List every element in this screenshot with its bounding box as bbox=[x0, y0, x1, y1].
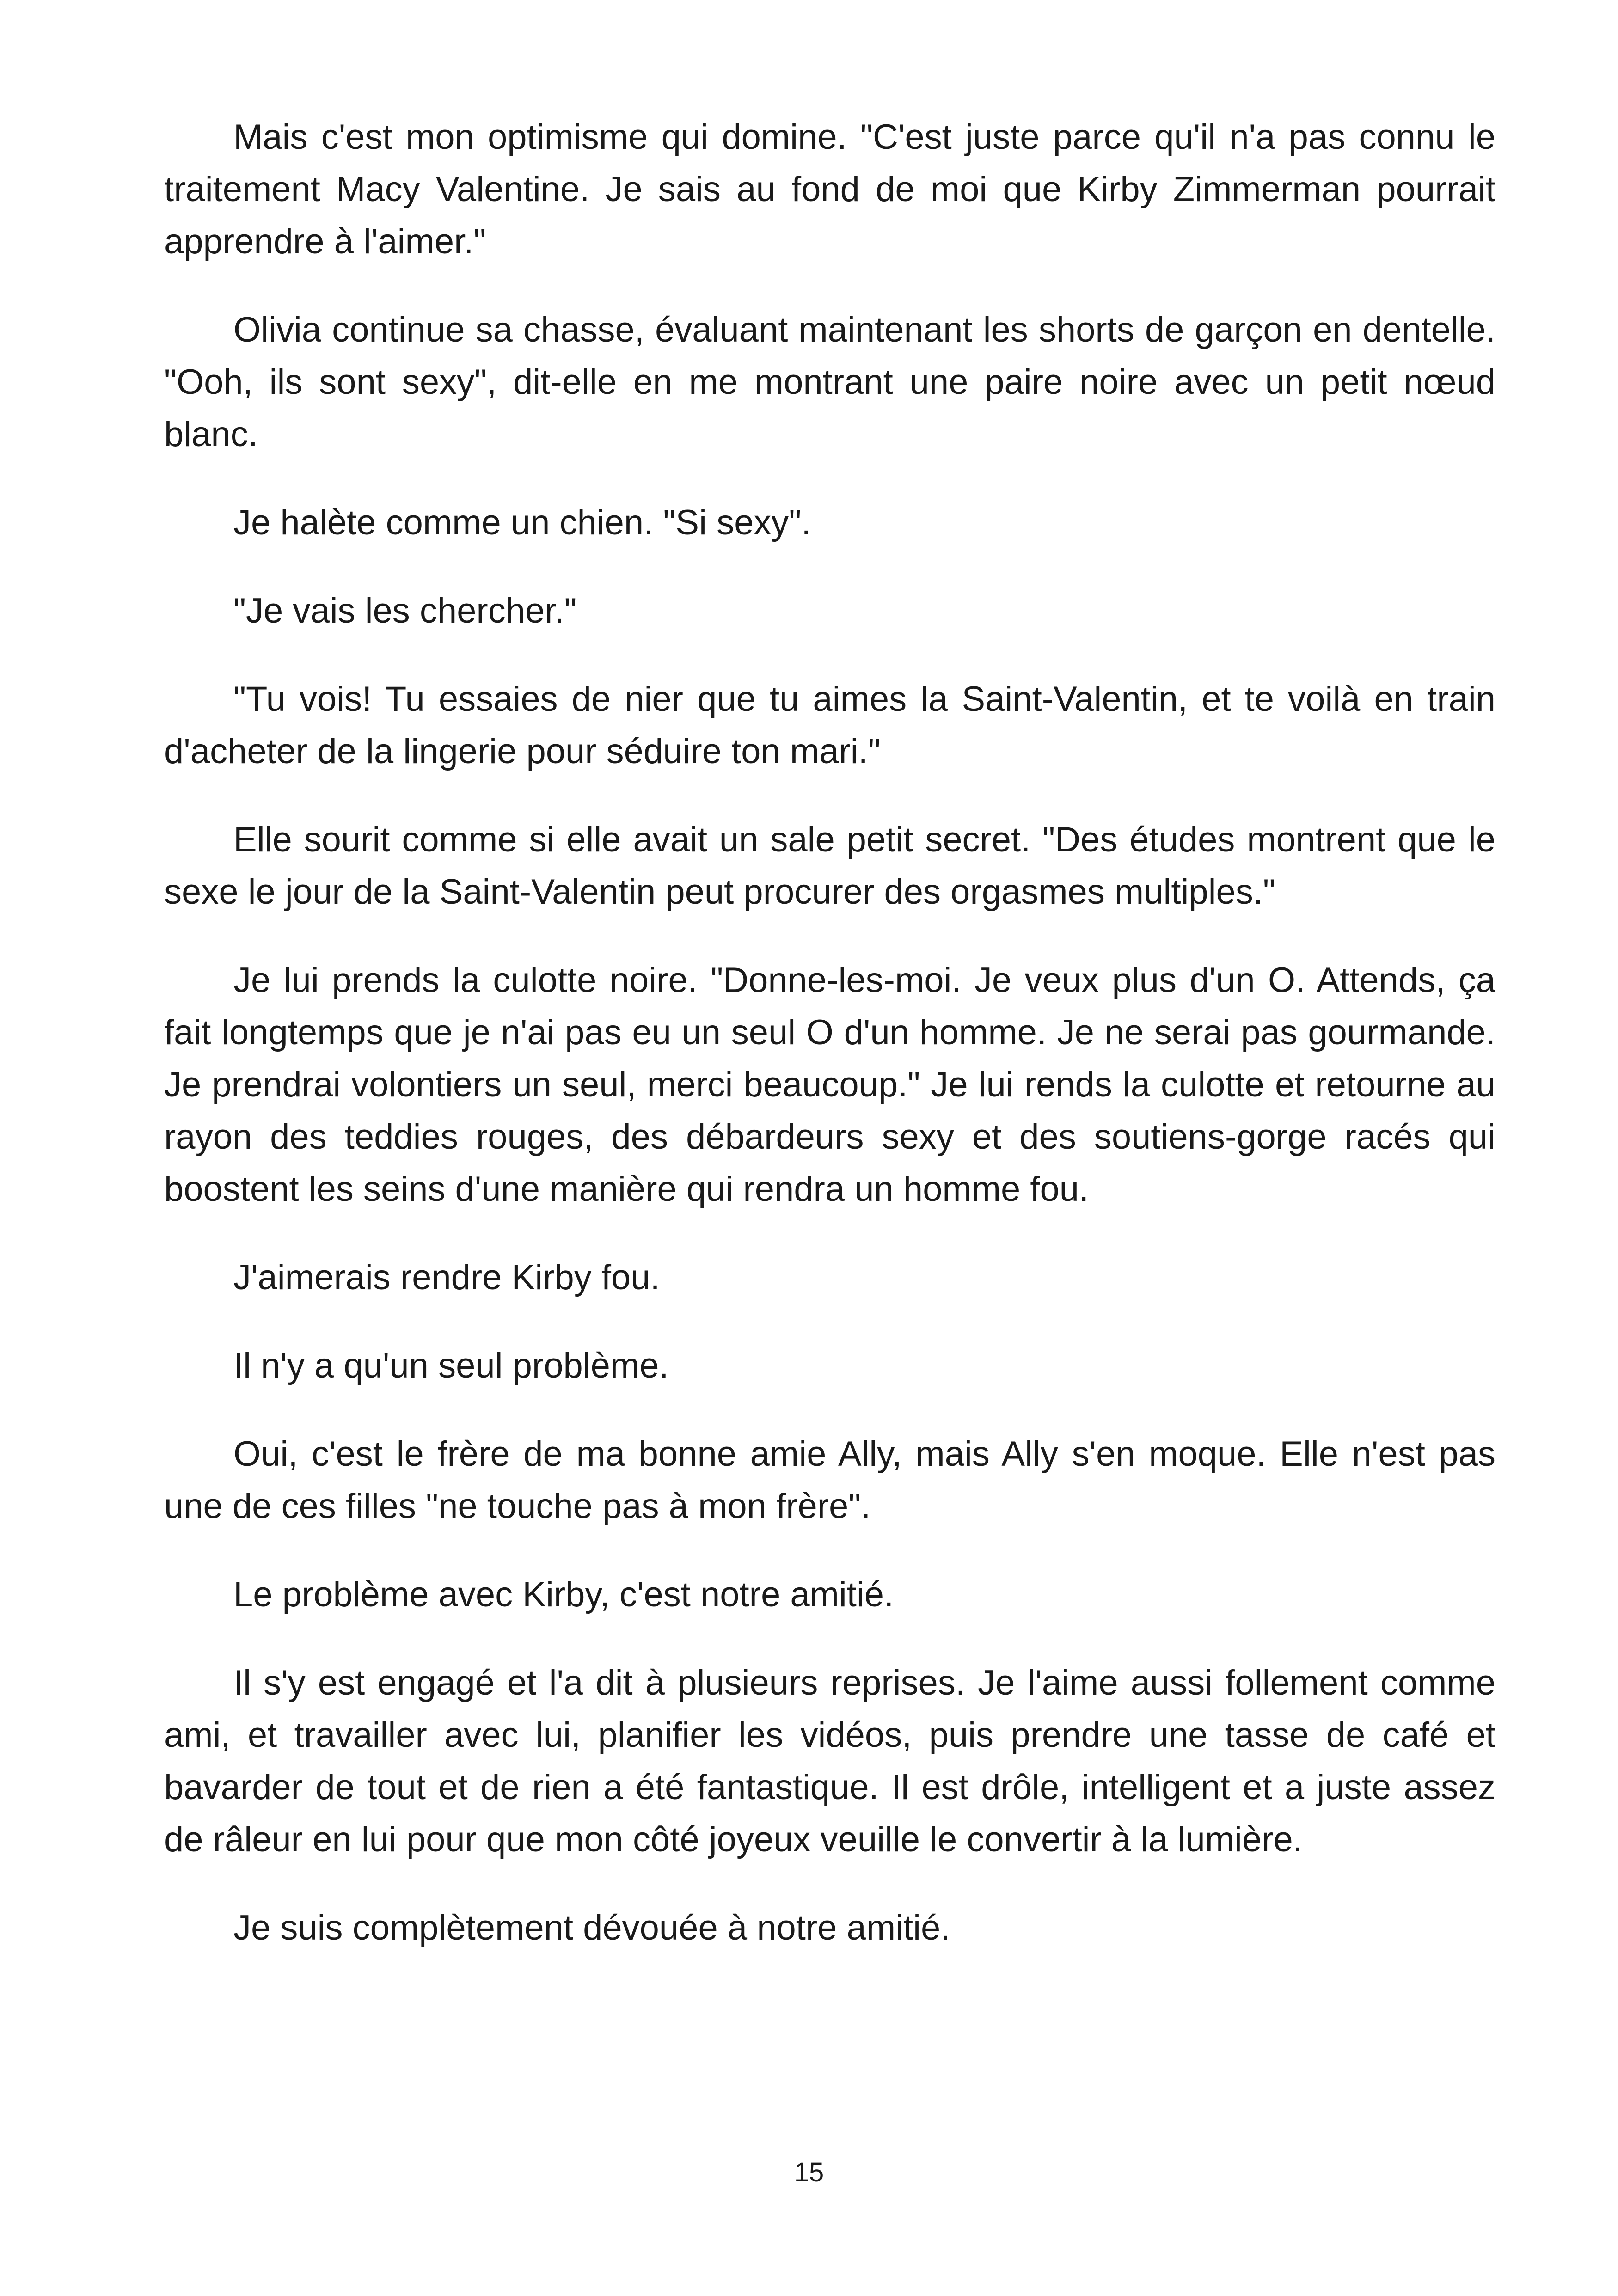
paragraph: "Je vais les chercher." bbox=[233, 591, 577, 631]
page-number: 15 bbox=[794, 2157, 824, 2187]
paragraph: Il s'y est engagé et l'a dit à plusieurs reprises. Je l'aime aussi follement comme ami, et travailler avec lui, planifier les vidéos, puis prendre une tasse de café et bavarder de tout et de rien a été fantastique. Il est drôle, intelligent et a juste assez de râleur en lui pour que mon côté joyeux veuille le convertir à la lumière. bbox=[164, 1663, 1495, 1859]
body-text bbox=[164, 111, 1495, 1990]
paragraph: Elle sourit comme si elle avait un sale petit secret. "Des études montrent que le sexe le jour de la Saint-Valentin peut procurer des orgasmes multiples." bbox=[164, 820, 1495, 912]
paragraph: Je suis complètement dévouée à notre amitié. bbox=[233, 1908, 950, 1947]
paragraph: J'aimerais rendre Kirby fou. bbox=[233, 1258, 660, 1297]
paragraph: Je halète comme un chien. "Si sexy". bbox=[233, 503, 811, 542]
paragraph: Oui, c'est le frère de ma bonne amie Ally, mais Ally s'en moque. Elle n'est pas une de ces filles "ne touche pas à mon frère". bbox=[164, 1434, 1495, 1526]
paragraph: Le problème avec Kirby, c'est notre amitié. bbox=[233, 1575, 894, 1614]
paragraph: Je lui prends la culotte noire. "Donne-les-moi. Je veux plus d'un O. Attends, ça fait longtemps que je n'ai pas eu un seul O d'un homme. Je ne serai pas gourmande. Je prendrai volontiers un seul, merci beaucoup." Je lui rends la culotte et retourne au rayon des teddies rouges, des débardeurs sexy et des soutiens-gorge racés qui boostent les seins d'une manière qui rendra un homme fou. bbox=[164, 961, 1495, 1209]
paragraph: Olivia continue sa chasse, évaluant maintenant les shorts de garçon en dentelle. "Ooh, ils sont sexy", dit-elle en me montrant une paire noire avec un petit nœud blanc. bbox=[164, 310, 1495, 454]
paragraph: Il n'y a qu'un seul problème. bbox=[233, 1346, 669, 1385]
paragraph: Mais c'est mon optimisme qui domine. "C'est juste parce qu'il n'a pas connu le traitement Macy Valentine. Je sais au fond de moi que Kirby Zimmerman pourrait apprendre à l'aimer." bbox=[164, 117, 1495, 261]
paragraph: "Tu vois! Tu essaies de nier que tu aimes la Saint-Valentin, et te voilà en train d'acheter de la lingerie pour séduire ton mari." bbox=[164, 680, 1495, 771]
